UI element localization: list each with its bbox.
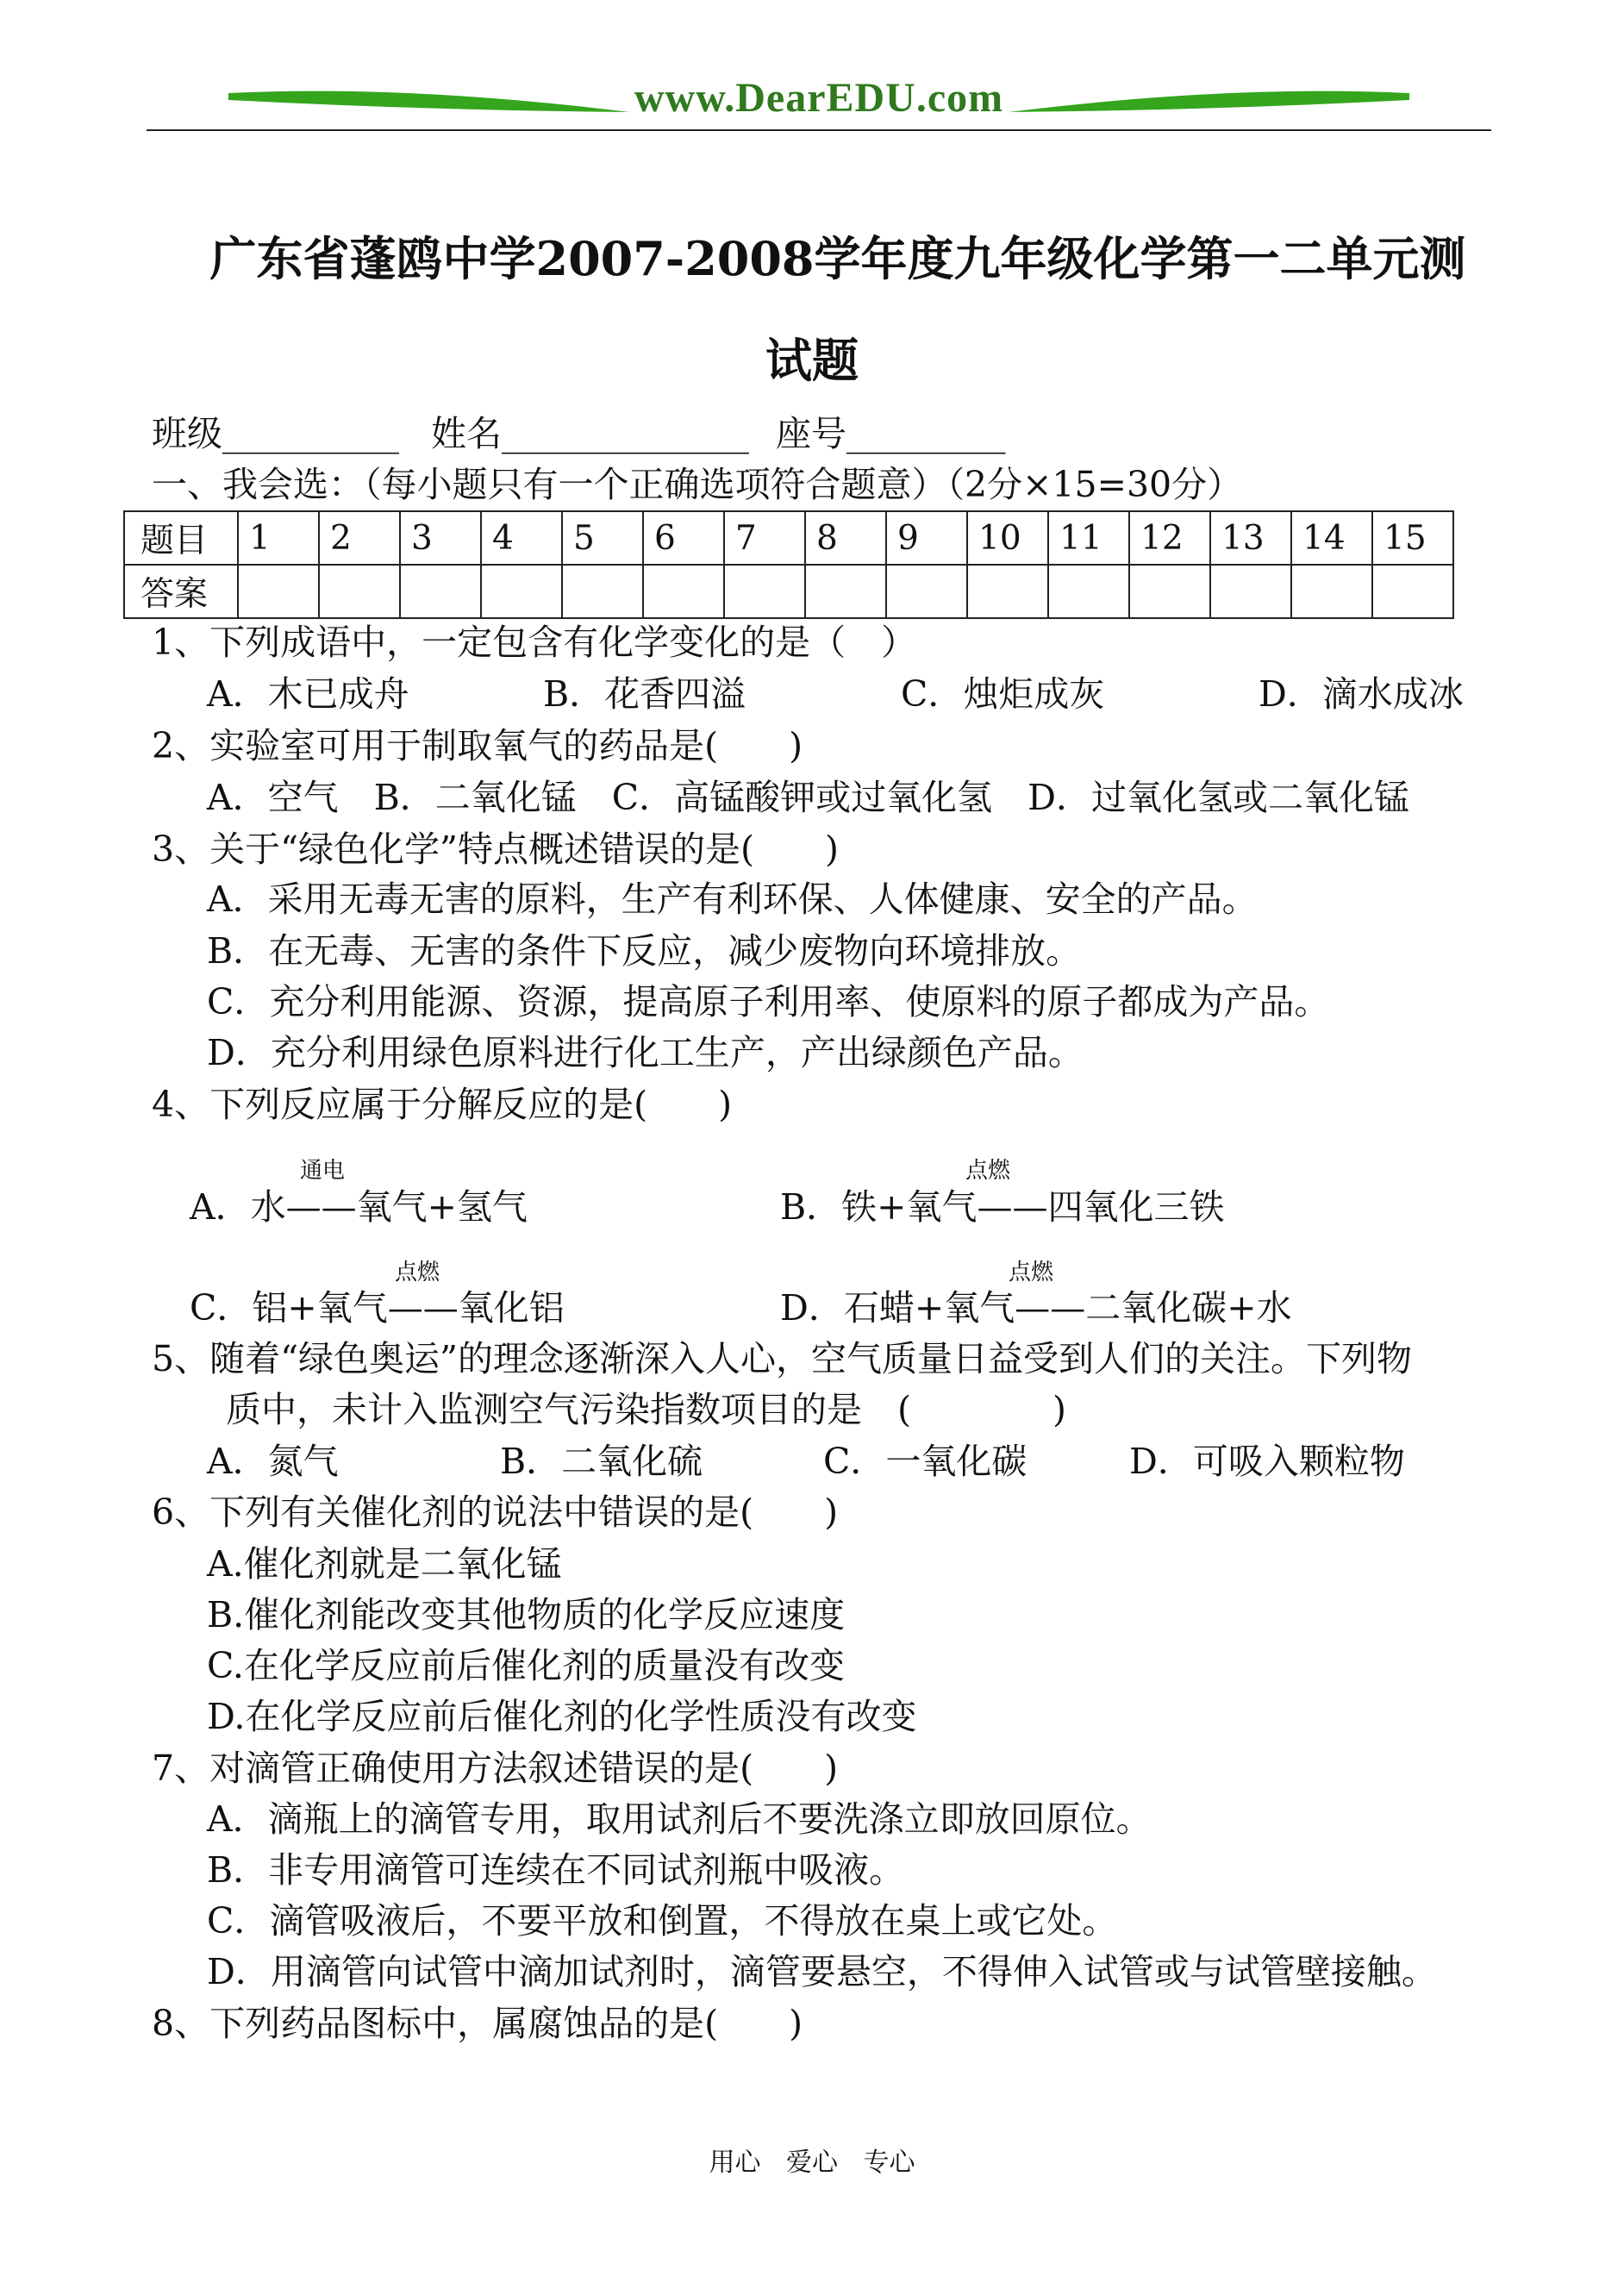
question-7-option-c: C．滴管吸液后，不要平放和倒置，不得放在桌上或它处。	[207, 1900, 1118, 1942]
question-6-option-a: A.催化剂就是二氧化锰	[207, 1543, 562, 1585]
question-3-option-b: B．在无毒、无害的条件下反应，减少废物向环境排放。	[207, 930, 1082, 972]
page-footer	[0, 2141, 1624, 2179]
table-cell: 13	[1210, 511, 1291, 565]
answer-cell[interactable]	[643, 565, 724, 618]
question-5-option-b: B．二氧化硫	[500, 1441, 703, 1482]
answer-table	[123, 510, 1454, 619]
answer-cell[interactable]	[319, 565, 400, 618]
question-4-option-c: C．铝+氧气——氧化铝	[190, 1287, 565, 1329]
question-2-options: A．空气 B．二氧化锰 C．高锰酸钾或过氧化氢 D．过氧化氢或二氧化锰	[207, 777, 1409, 818]
answer-cell[interactable]	[1129, 565, 1210, 618]
answer-cell[interactable]	[967, 565, 1048, 618]
question-5-option-d: D．可吸入颗粒物	[1129, 1441, 1405, 1482]
question-6: 6、下列有关催化剂的说法中错误的是( )	[152, 1491, 839, 1533]
section-heading: 一、我会选：（每小题只有一个正确选项符合题意）（2分×15=30分）	[152, 464, 1243, 505]
answer-cell[interactable]	[1372, 565, 1453, 618]
question-7: 7、对滴管正确使用方法叙述错误的是( )	[152, 1748, 839, 1789]
answer-cell[interactable]	[724, 565, 805, 618]
table-cell: 14	[1291, 511, 1372, 565]
question-3-option-d: D．充分利用绿色原料进行化工生产，产出绿颜色产品。	[207, 1032, 1084, 1073]
answer-cell[interactable]	[481, 565, 562, 618]
answer-cell[interactable]	[1291, 565, 1372, 618]
header-banner	[147, 59, 1491, 133]
table-cell: 9	[886, 511, 967, 565]
table-cell: 11	[1048, 511, 1129, 565]
question-3-option-a: A．采用无毒无害的原料，生产有利环保、人体健康、安全的产品。	[207, 879, 1258, 920]
table-cell: 8	[805, 511, 886, 565]
name-field: 姓名______________	[431, 413, 749, 454]
answer-cell[interactable]	[886, 565, 967, 618]
site-url: www.DearEDU.com	[634, 75, 1004, 121]
footer-text: 专心	[863, 2148, 915, 2178]
question-3-option-c: C．充分利用能源、资源，提高原子利用率、使原料的原子都成为产品。	[207, 981, 1330, 1022]
answer-cell[interactable]	[238, 565, 319, 618]
table-cell: 2	[319, 511, 400, 565]
table-cell: 12	[1129, 511, 1210, 565]
question-6-option-b: B.催化剂能改变其他物质的化学反应速度	[207, 1594, 846, 1635]
table-cell: 10	[967, 511, 1048, 565]
page-title-continued: 试题	[765, 333, 859, 388]
seat-field: 座号_________	[776, 413, 1006, 454]
question-5-continued: 质中，未计入监测空气污染指数项目的是 ( )	[226, 1389, 1066, 1430]
question-5-option-c: C．一氧化碳	[823, 1441, 1027, 1482]
question-6-option-c: C.在化学反应前后催化剂的质量没有改变	[207, 1645, 845, 1686]
reaction-condition: 点燃	[395, 1260, 440, 1285]
question-1-option-b: B．花香四溢	[543, 673, 746, 715]
question-2: 2、实验室可用于制取氧气的药品是( )	[152, 725, 803, 766]
question-1-option-d: D．滴水成冰	[1259, 673, 1464, 715]
answer-cell[interactable]	[562, 565, 643, 618]
question-7-option-b: B．非专用滴管可连续在不同试剂瓶中吸液。	[207, 1849, 905, 1891]
table-row-numbers	[124, 511, 1453, 565]
answer-cell[interactable]	[1048, 565, 1129, 618]
question-1-option-c: C．烛炬成灰	[901, 673, 1105, 715]
answer-cell[interactable]	[805, 565, 886, 618]
table-cell: 1	[238, 511, 319, 565]
question-4-option-b: B．铁+氧气——四氧化三铁	[780, 1186, 1225, 1228]
answer-cell[interactable]	[1210, 565, 1291, 618]
class-field: 班级__________	[152, 413, 399, 454]
table-cell: 7	[724, 511, 805, 565]
question-5: 5、随着“绿色奥运”的理念逐渐深入人心，空气质量日益受到人们的关注。下列物	[152, 1338, 1413, 1379]
table-cell: 15	[1372, 511, 1453, 565]
question-5-option-a: A．氮气	[207, 1441, 339, 1482]
question-8: 8、下列药品图标中，属腐蚀品的是( )	[152, 2003, 803, 2044]
question-7-option-d: D．用滴管向试管中滴加试剂时，滴管要悬空，不得伸入试管或与试管壁接触。	[207, 1951, 1437, 1992]
question-4-option-d: D．石蜡+氧气——二氧化碳+水	[780, 1287, 1292, 1329]
question-1-option-a: A．木已成舟	[207, 673, 409, 715]
question-3: 3、关于“绿色化学”特点概述错误的是( )	[152, 829, 839, 870]
table-cell: 4	[481, 511, 562, 565]
header-divider	[147, 129, 1491, 131]
footer-text: 用心	[709, 2148, 761, 2178]
reaction-condition: 通电	[300, 1158, 346, 1184]
table-header-cell: 题目	[124, 511, 238, 565]
page-title: 广东省蓬鸥中学2007-2008学年度九年级化学第一二单元测	[209, 231, 1466, 286]
answer-cell[interactable]	[400, 565, 481, 618]
question-7-option-a: A．滴瓶上的滴管专用，取用试剂后不要洗涤立即放回原位。	[207, 1798, 1152, 1840]
reaction-condition: 点燃	[965, 1158, 1011, 1184]
reaction-condition: 点燃	[1009, 1260, 1054, 1285]
footer-text: 爱心	[786, 2148, 838, 2178]
question-6-option-d: D.在化学反应前后催化剂的化学性质没有改变	[207, 1696, 917, 1737]
question-4-option-a: A．水——氧气+氢气	[190, 1186, 528, 1228]
table-header-cell: 答案	[124, 565, 238, 618]
table-cell: 3	[400, 511, 481, 565]
table-cell: 5	[562, 511, 643, 565]
table-row-answers	[124, 565, 1453, 618]
table-cell: 6	[643, 511, 724, 565]
question-4: 4、下列反应属于分解反应的是( )	[152, 1084, 733, 1125]
question-1: 1、下列成语中，一定包含有化学变化的是（ ）	[152, 622, 917, 663]
